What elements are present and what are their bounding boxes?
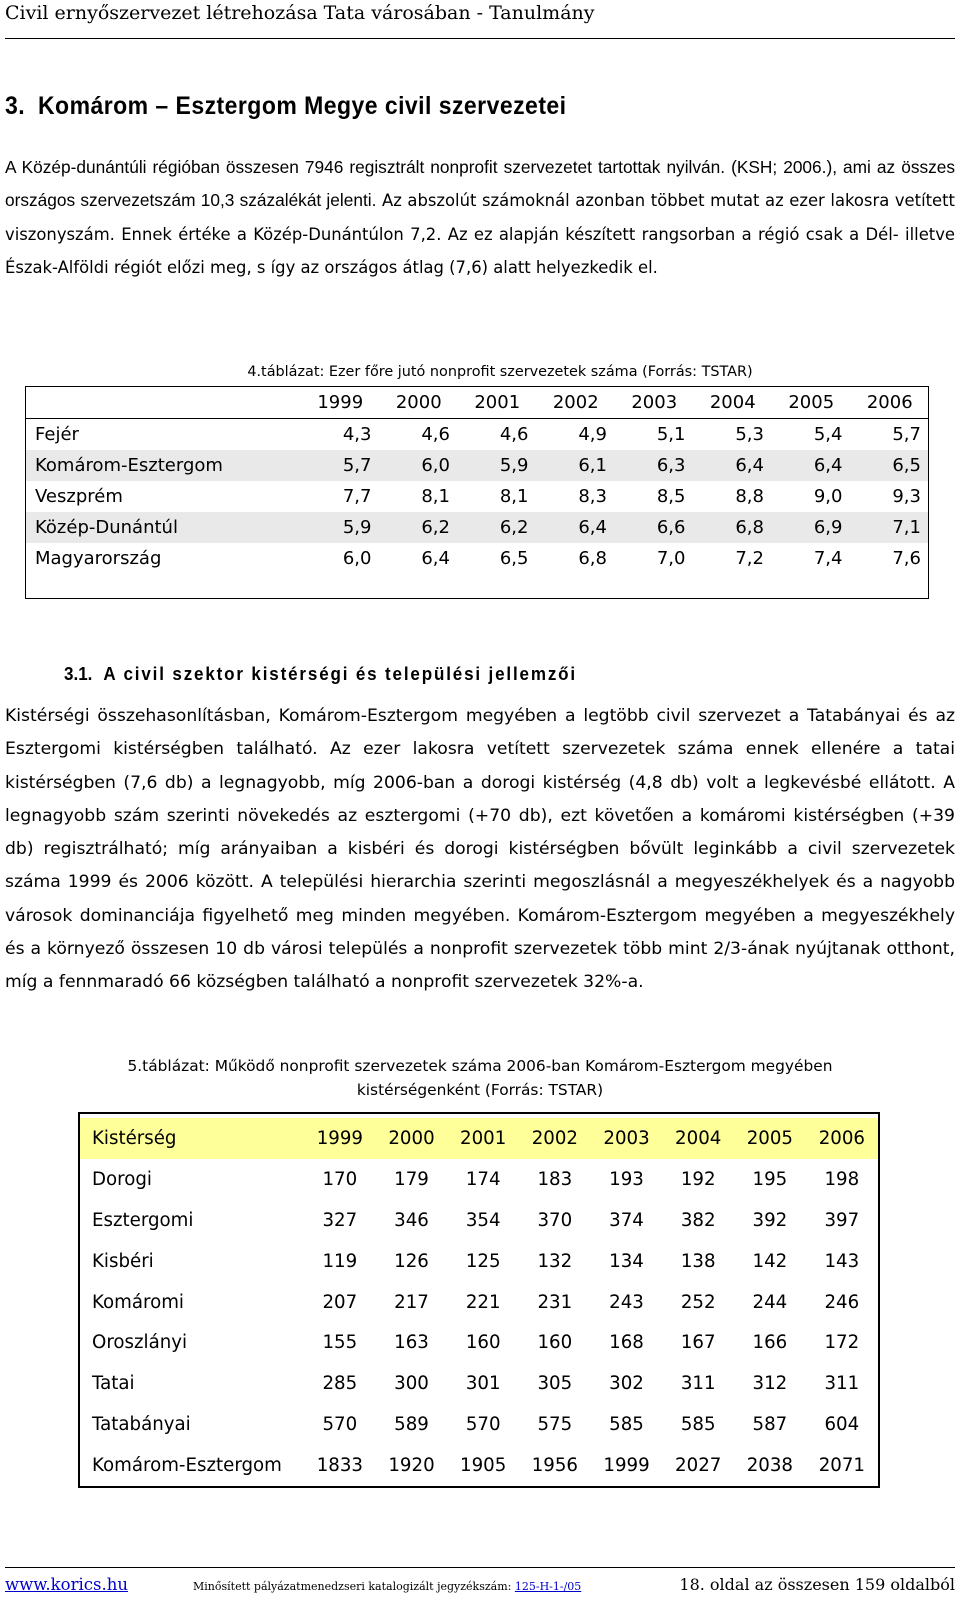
table4-cell: 8,5 <box>656 486 686 507</box>
table4-cell: 6,5 <box>499 548 529 569</box>
table5-cell: 183 <box>537 1168 573 1190</box>
table5-year-header: 1999 <box>304 1118 376 1159</box>
table4-year-header: 2005 <box>772 387 851 419</box>
table5-row <box>79 1241 879 1282</box>
table5-cell: 168 <box>609 1332 644 1354</box>
footer-divider <box>5 1567 955 1568</box>
table5-row <box>79 1363 879 1404</box>
table5-row <box>79 1159 879 1200</box>
table5-cell: 207 <box>322 1291 358 1313</box>
table5-cell: 198 <box>824 1168 860 1190</box>
table4-cell: 6,8 <box>694 512 773 543</box>
table4-cell: 7,2 <box>735 548 764 569</box>
table5-cell: 172 <box>824 1332 860 1354</box>
table5-cell: 217 <box>394 1291 429 1313</box>
intro-paragraph <box>5 151 955 284</box>
table4-cell: 6,8 <box>578 548 607 569</box>
table5-cell: 126 <box>394 1250 429 1272</box>
table4-year-header: 2006 <box>851 387 930 419</box>
document-title: Civil ernyőszervezet létrehozása Tata városában - Tanulmány <box>5 2 595 24</box>
table5-cell: 570 <box>465 1414 501 1436</box>
table5-header-row <box>79 1118 879 1159</box>
table5-cell: 327 <box>322 1209 358 1231</box>
table5-cell: 300 <box>394 1373 429 1395</box>
table4-row <box>25 512 929 543</box>
table5-cell: 195 <box>752 1168 788 1190</box>
table5-year-header: 2003 <box>591 1118 663 1159</box>
table5-cell: 575 <box>537 1414 573 1436</box>
table4-year-header: 1999 <box>301 387 380 419</box>
table4-cell: 5,4 <box>813 424 843 445</box>
table4-cell: 7,0 <box>656 548 686 569</box>
table5-cell: 160 <box>465 1332 501 1354</box>
table4-cell: 5,9 <box>458 450 537 481</box>
table5-cell: 2071 <box>818 1455 865 1477</box>
table5-caption <box>60 1054 900 1102</box>
table4-year-header: 2002 <box>537 387 616 419</box>
table5-row-label: Dorogi <box>92 1168 152 1190</box>
table5-cell: 392 <box>752 1209 788 1231</box>
table4-row-label: Magyarország <box>35 548 162 569</box>
table5-cell: 302 <box>609 1373 644 1395</box>
table5-cell: 132 <box>537 1250 573 1272</box>
table4-cell: 5,3 <box>735 424 764 445</box>
table4-cell: 6,9 <box>772 512 851 543</box>
table4-cell: 7,6 <box>892 548 921 569</box>
table5-cell: 179 <box>394 1168 429 1190</box>
footer-registry-code: 125-H-1-/05 <box>514 1580 582 1593</box>
table4-cell: 6,4 <box>537 512 616 543</box>
table5-cell: 193 <box>609 1168 644 1190</box>
table5-row <box>79 1282 879 1323</box>
table4-cell: 5,9 <box>301 512 380 543</box>
table5-cell: 192 <box>680 1168 716 1190</box>
table4-cell: 4,6 <box>421 424 450 445</box>
intro-paragraph-part-b: Az abszolút számoknál azonban többet mutat az ezer lakosra vetített viszonyszám. Ennek értéke a Közép-Dunántúlon 7,2. Az ez alapján készített rangsorban a régió csak a Dél- illetve Észak-Alföldi régiót előzi meg, s így az országos átlag (7,6) alatt helyezkedik el. <box>5 191 955 277</box>
table4-row-label: Közép-Dunántúl <box>25 512 301 543</box>
table5-row <box>79 1322 879 1363</box>
table5 <box>78 1112 880 1488</box>
table5-cell: 585 <box>680 1414 716 1436</box>
table5-cell: 163 <box>394 1332 429 1354</box>
table4-cell: 6,1 <box>537 450 616 481</box>
table4-row-label: Komárom-Esztergom <box>25 450 301 481</box>
section-heading <box>5 92 567 121</box>
table5-cell: 246 <box>824 1291 860 1313</box>
table4-year-header: 2001 <box>458 387 537 419</box>
table5-year-header: 2001 <box>447 1118 519 1159</box>
table4-cell: 6,4 <box>772 450 851 481</box>
table4-header-row <box>25 387 929 419</box>
table5-year-header: 2005 <box>734 1118 806 1159</box>
table4-cell: 4,9 <box>578 424 607 445</box>
footer-registry-text: Minősített pályázatmenedzseri katalogizált jegyzékszám: <box>193 1580 515 1593</box>
footer-registry <box>193 1580 581 1593</box>
table5-cell: 119 <box>322 1250 358 1272</box>
table4-cell: 6,0 <box>342 548 372 569</box>
table4-cell: 5,7 <box>301 450 380 481</box>
table4-row-label: Veszprém <box>35 486 123 507</box>
table4-row <box>25 419 929 451</box>
table4-row <box>25 481 929 512</box>
table5-cell: 142 <box>752 1250 788 1272</box>
table4-corner-cell <box>25 387 301 419</box>
table5-caption-line2: kistérségenként (Forrás: TSTAR) <box>356 1081 604 1099</box>
table5-row-label: Tatabányai <box>92 1414 191 1436</box>
table4-cell: 4,3 <box>342 424 372 445</box>
table4-year-header: 2000 <box>380 387 459 419</box>
table5-cell: 174 <box>465 1168 501 1190</box>
table4-cell: 6,4 <box>694 450 773 481</box>
table4-cell: 6,6 <box>615 512 694 543</box>
footer-website-link[interactable]: www.korics.hu <box>5 1575 128 1594</box>
body-paragraph: Kistérségi összehasonlításban, Komárom-Esztergom megyében a legtöbb civil szervezet a Tatabányai és az Esztergomi kistérségben található. Az ezer lakosra vetített szervezetek száma ennek ellenére a tatai kistérségben (7,6 db) a legnagyobb, míg 2006-ban a dorogi kistérség (4,8 db) volt a legkevésbé ellátott. A legnagyobb szám szerinti növekedés az esztergomi (+70 db), ezt követően a komáromi kistérségben (+39 db) regisztrálható; míg arányaiban a kisbéri és dorogi kistérségben bővült leginkább a civil szervezetek száma 1999 és 2006 között. A települési hierarchia szerinti megoszlásnál a megyeszékhelyek és a nagyobb városok dominanciája figyelhető meg minden megyében. Komárom-Esztergom megyében a megyeszékhely és a környező összesen 10 db városi település a nonprofit szervezetek több mint 2/3-ának nyújtanak otthont, míg a fennmaradó 66 községben található a nonprofit szervezetek 32%-a. <box>5 706 955 993</box>
page-header <box>5 0 955 39</box>
table4-row <box>25 450 929 481</box>
table4-row-label: Fejér <box>35 424 79 445</box>
table4-cell: 6,5 <box>851 450 930 481</box>
table4-cell: 6,0 <box>380 450 459 481</box>
table5-cell: 285 <box>322 1373 358 1395</box>
table4-cell: 7,1 <box>851 512 930 543</box>
table5-cell: 570 <box>322 1414 358 1436</box>
table4-cell: 9,0 <box>813 486 843 507</box>
table4-cell: 7,7 <box>342 486 372 507</box>
table4-cell: 7,4 <box>813 548 843 569</box>
table5-cell: 166 <box>752 1332 788 1354</box>
table4-row <box>25 543 929 574</box>
table5-cell: 374 <box>609 1209 644 1231</box>
table4-year-header: 2003 <box>615 387 694 419</box>
section-title: Komárom – Esztergom Megye civil szervezetei <box>37 92 567 120</box>
table5-cell: 244 <box>752 1291 788 1313</box>
table4-cell: 8,3 <box>578 486 607 507</box>
table5-row-label: Tatai <box>92 1373 135 1395</box>
table5-cell: 125 <box>465 1250 501 1272</box>
table5-cell: 397 <box>824 1209 860 1231</box>
table5-caption-line1: 5.táblázat: Működő nonprofit szervezetek száma 2006-ban Komárom-Esztergom megyében <box>127 1057 833 1075</box>
table4-year-header: 2004 <box>694 387 773 419</box>
table4-cell: 4,6 <box>499 424 529 445</box>
table5-cell: 311 <box>680 1373 716 1395</box>
table4-cell: 9,3 <box>892 486 921 507</box>
table5-cell: 346 <box>394 1209 429 1231</box>
table4-cell: 8,1 <box>499 486 529 507</box>
table5-cell: 370 <box>537 1209 573 1231</box>
table5-cell: 312 <box>752 1373 788 1395</box>
table5-cell: 1920 <box>388 1455 435 1477</box>
subsection-number: 3.1. <box>64 663 93 684</box>
table4-cell: 6,2 <box>458 512 537 543</box>
table5-year-header: 2004 <box>662 1118 734 1159</box>
table5-cell: 167 <box>680 1332 716 1354</box>
section-number: 3. <box>5 92 26 120</box>
table5-row-label: Kisbéri <box>92 1250 154 1272</box>
table4-caption: 4.táblázat: Ezer főre jutó nonprofit szervezetek száma (Forrás: TSTAR) <box>247 364 753 380</box>
table5-row-label: Komáromi <box>92 1291 184 1313</box>
table5-cell: 170 <box>322 1168 358 1190</box>
table4-cell: 8,1 <box>421 486 450 507</box>
footer-page-number: 18. oldal az összesen 159 oldalból <box>679 1575 955 1594</box>
table5-year-header: 2002 <box>519 1118 591 1159</box>
table5-row <box>79 1200 879 1241</box>
table4-cell: 6,3 <box>615 450 694 481</box>
table4-cell: 6,4 <box>421 548 450 569</box>
table5-cell: 382 <box>680 1209 716 1231</box>
table5-cell: 160 <box>537 1332 573 1354</box>
table5-cell: 1833 <box>316 1455 363 1477</box>
table5-cell: 1905 <box>460 1455 507 1477</box>
table5-cell: 585 <box>609 1414 644 1436</box>
table5-cell: 138 <box>680 1250 716 1272</box>
table5-cell: 252 <box>680 1291 716 1313</box>
table5-row-label: Esztergomi <box>92 1209 194 1231</box>
table5-row <box>79 1404 879 1445</box>
table5-cell: 231 <box>537 1291 573 1313</box>
table5-cell: 221 <box>465 1291 501 1313</box>
table4-cell: 5,1 <box>656 424 686 445</box>
table4-cell: 5,7 <box>892 424 921 445</box>
table5-cell: 311 <box>824 1373 860 1395</box>
table5-cell: 2038 <box>746 1455 794 1477</box>
table5-cell: 354 <box>465 1209 501 1231</box>
table5-cell: 1956 <box>531 1455 578 1477</box>
table5-cell: 1999 <box>603 1455 650 1477</box>
table5-cell: 301 <box>465 1373 501 1395</box>
table5-cell: 604 <box>824 1414 860 1436</box>
table4-cell: 8,8 <box>735 486 764 507</box>
subsection-title: A civil szektor kistérségi és települési jellemzői <box>103 663 577 684</box>
table5-header-label: Kistérség <box>79 1118 304 1159</box>
table5-cell: 155 <box>322 1332 358 1354</box>
table5-row <box>79 1445 879 1487</box>
table5-cell: 589 <box>394 1414 429 1436</box>
subsection-heading <box>64 663 577 685</box>
table5-cell: 305 <box>537 1373 573 1395</box>
table5-row-label: Oroszlányi <box>92 1332 188 1354</box>
intro-paragraph-part-a: A Közép-dunántúli régióban összesen 7946 regisztrált nonprofit szervezetet tartottak nyilván. (KSH; 2006.), ami az összes országos szervezetszám 10,3 százalékát jelenti. <box>5 157 955 211</box>
table4 <box>25 386 929 574</box>
table5-cell: 134 <box>609 1250 644 1272</box>
table5-year-header: 2006 <box>806 1118 879 1159</box>
table5-year-header: 2000 <box>376 1118 448 1159</box>
table5-row-label: Komárom-Esztergom <box>92 1455 282 1477</box>
table5-cell: 143 <box>824 1250 860 1272</box>
table5-cell: 2027 <box>675 1455 722 1477</box>
table5-cell: 587 <box>752 1414 788 1436</box>
table5-cell: 243 <box>609 1291 644 1313</box>
table4-cell: 6,2 <box>380 512 459 543</box>
